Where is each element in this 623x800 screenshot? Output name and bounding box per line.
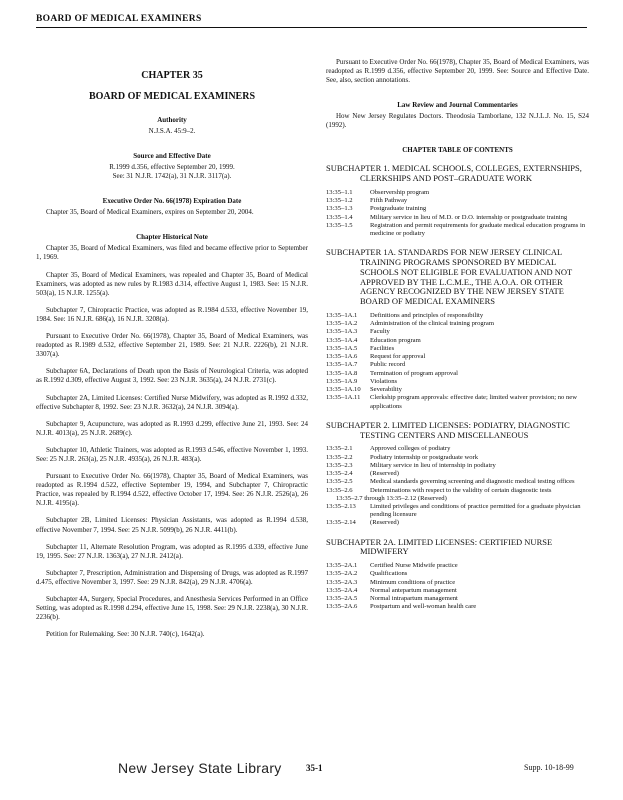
section-title: Medical standards governing screening and diagnostic medical testing offices bbox=[370, 478, 575, 486]
section-title: Determinations with respect to the validity of certain diagnostic tests bbox=[370, 486, 552, 494]
source-heading: Source and Effective Date bbox=[133, 152, 211, 161]
toc-entry[interactable]: 13:35–2.7 through 13:35–2.12 (Reserved) bbox=[336, 494, 447, 502]
source-line-1: R.1999 d.356, effective September 20, 1999. bbox=[109, 163, 235, 172]
toc-entry[interactable] bbox=[326, 386, 589, 394]
section-title: Severability bbox=[370, 386, 402, 394]
section-number: 13:35–2.5 bbox=[326, 478, 353, 486]
subchapter-title[interactable]: SUBCHAPTER 2. LIMITED LICENSES: PODIATRY, DIAGNOSTIC TESTING CENTERS AND MISCELLANEOUS bbox=[326, 419, 570, 440]
toc-entry[interactable] bbox=[326, 345, 589, 353]
section-title: Facilities bbox=[370, 344, 395, 352]
history-note: Pursuant to Executive Order No. 66(1978), Chapter 35, Board of Medical Examiners, was readopted as R.1994 d.522, effective September 19, 1994, and Subchapter 7, Chiropractic Practice, was repealed by R.1994 d.522, effective October 17, 1994. See: 26 N.J.R. 2526(a), 26 N.J.R. 4195(a). bbox=[36, 472, 308, 508]
toc-entry[interactable] bbox=[326, 519, 589, 527]
right-column bbox=[326, 58, 589, 612]
toc-entry[interactable] bbox=[326, 189, 589, 197]
history-note: Chapter 35, Board of Medical Examiners, was repealed and Chapter 35, Board of Medical Examiners, was adopted as new rules by R.1983 d.314, effective August 1, 1983. See: 15 N.J.R. 503(a), 15 N.J.R. 1255(a). bbox=[36, 270, 308, 297]
section-number: 13:35–1A.4 bbox=[326, 336, 358, 344]
toc-entry[interactable] bbox=[326, 361, 589, 369]
section-title: Podiatry internship or postgraduate work bbox=[370, 453, 479, 461]
chapter-number: CHAPTER 35 bbox=[141, 70, 203, 81]
section-number: 13:35–2A.5 bbox=[326, 595, 358, 603]
section-list bbox=[326, 445, 589, 527]
section-title: Normal intrapartum management bbox=[370, 595, 458, 603]
history-note: Subchapter 10, Athletic Trainers, was adopted as R.1993 d.546, effective November 1, 1993. See: 25 N.J.R. 263(a), 25 N.J.R. 4935(a), 26 N.J.R. 483(a). bbox=[36, 445, 308, 463]
toc-entry[interactable] bbox=[326, 320, 589, 328]
section-title: (Reserved) bbox=[370, 519, 399, 527]
history-heading: Chapter Historical Note bbox=[136, 233, 208, 242]
section-number: 13:35–1A.3 bbox=[326, 328, 358, 336]
section-number: 13:35–2.3 bbox=[326, 461, 353, 469]
section-title: (Reserved) bbox=[370, 470, 399, 478]
section-number: 13:35–1A.2 bbox=[326, 320, 358, 328]
section-number: 13:35–2A.2 bbox=[326, 570, 358, 578]
section-title: Normal antepartum management bbox=[370, 586, 457, 594]
section-title: Violations bbox=[370, 377, 398, 385]
section-title: Limited privileges and conditions of practice permitted for a graduate physician pending licensure bbox=[370, 502, 581, 519]
toc-entry[interactable] bbox=[326, 445, 589, 453]
left-column bbox=[36, 70, 308, 647]
running-header: BOARD OF MEDICAL EXAMINERS bbox=[36, 14, 587, 28]
section-title: Military service in lieu of internship in podiatry bbox=[370, 461, 496, 469]
subchapter-title[interactable]: SUBCHAPTER 1. MEDICAL SCHOOLS, COLLEGES, EXTERNSHIPS, CLERKSHIPS AND POST–GRADUATE WORK bbox=[326, 163, 582, 184]
library-watermark: New Jersey State Library bbox=[118, 760, 282, 776]
history-notes bbox=[36, 244, 308, 639]
section-title: Definitions and principles of responsibility bbox=[370, 312, 484, 319]
toc-entry[interactable] bbox=[326, 570, 589, 578]
section-number: 13:35–2.1 bbox=[326, 445, 353, 453]
toc-entry[interactable] bbox=[326, 562, 589, 570]
section-number: 13:35–2.14 bbox=[326, 519, 356, 527]
section-number: 13:35–1A.7 bbox=[326, 361, 358, 369]
toc-entry[interactable] bbox=[326, 595, 589, 603]
toc-entry[interactable] bbox=[326, 337, 589, 345]
toc-entry[interactable] bbox=[326, 603, 589, 611]
toc-entry[interactable] bbox=[326, 378, 589, 386]
history-note: Subchapter 2A, Limited Licenses: Certified Nurse Midwifery, was adopted as R.1992 d.332, effective Subchapter 8, 1992. See: 23 N.J.R. 3632(a), 24 N.J.R. 3094(a). bbox=[36, 393, 308, 411]
authority-heading: Authority bbox=[157, 116, 187, 124]
section-title: Certified Nurse Midwife practice bbox=[370, 562, 458, 570]
section-title: Postgraduate training bbox=[370, 205, 427, 213]
section-number: 13:35–1A.11 bbox=[326, 394, 361, 402]
toc-entry[interactable] bbox=[326, 503, 589, 519]
toc-entry[interactable] bbox=[326, 214, 589, 222]
section-number: 13:35–1.4 bbox=[326, 213, 353, 221]
section-title: Termination of program approval bbox=[370, 369, 458, 377]
toc-entry[interactable] bbox=[326, 394, 589, 410]
toc-entry[interactable] bbox=[326, 454, 589, 462]
section-title: Approved colleges of podiatry bbox=[370, 445, 451, 453]
section-number: 13:35–2.4 bbox=[326, 470, 353, 478]
history-note: Subchapter 2B, Limited Licenses: Physician Assistants, was adopted as R.1994 d.538, effective November 7, 1994. See: 25 N.J.R. 5099(b), 26 N.J.R. 4411(b). bbox=[36, 516, 308, 534]
history-note: Chapter 35, Board of Medical Examiners, was filed and became effective prior to September 1, 1969. bbox=[36, 244, 308, 262]
subchapter-title[interactable]: SUBCHAPTER 2A. LIMITED LICENSES: CERTIFIED NURSE MIDWIFERY bbox=[326, 536, 553, 557]
section-number: 13:35–1A.9 bbox=[326, 377, 358, 385]
toc-entry[interactable] bbox=[326, 579, 589, 587]
section-title: Postpartum and well-woman health care bbox=[370, 603, 477, 611]
section-title: Public record bbox=[370, 361, 406, 369]
section-number: 13:35–2.13 bbox=[326, 502, 356, 510]
toc-entry[interactable] bbox=[326, 197, 589, 205]
section-title: Clerkship program approvals: effective date; limited waiver provision; no new applications bbox=[370, 394, 577, 410]
section-list bbox=[326, 562, 589, 611]
history-note: Subchapter 7, Prescription, Administration and Dispensing of Drugs, was adopted as R.1997 d.475, effective November 3, 1997. See: 29 N.J.R. 842(a), 29 N.J.R. 4706(a). bbox=[36, 568, 308, 586]
section-number: 13:35–1A.10 bbox=[326, 386, 361, 394]
section-number: 13:35–1A.8 bbox=[326, 369, 358, 377]
law-review-text: How New Jersey Regulates Doctors. Theodosia Tamborlane, 132 N.J.L.J. No. 15, S24 (1992). bbox=[326, 112, 589, 130]
section-title: Administration of the clinical training program bbox=[370, 320, 494, 328]
section-number: 13:35–1.2 bbox=[326, 197, 353, 205]
subchapter-title[interactable]: SUBCHAPTER 1A. STANDARDS FOR NEW JERSEY CLINICAL TRAINING PROGRAMS SPONSORED BY MEDICAL SCHOOLS NOT ELIGIBLE FOR EVALUATION AND NOT APPROVED BY THE L.C.M.E., THE A.O.A. OR OTHER AGENCY RECOGNIZED BY THE NEW JERSEY STATE BOARD OF MEDICAL EXAMINERS bbox=[326, 247, 573, 307]
section-number: 13:35–2A.4 bbox=[326, 586, 358, 594]
expiration-text: Chapter 35, Board of Medical Examiners, expires on September 20, 2004. bbox=[46, 208, 254, 217]
section-title: Request for approval bbox=[370, 353, 426, 361]
section-title: Education program bbox=[370, 336, 421, 344]
toc-entry[interactable] bbox=[326, 470, 589, 478]
chapter-name: BOARD OF MEDICAL EXAMINERS bbox=[88, 91, 256, 102]
section-number: 13:35–1A.1 bbox=[326, 312, 358, 319]
history-note: Subchapter 4A, Surgery, Special Procedures, and Anesthesia Services Performed in an Office Setting, was adopted as R.1998 d.294, effective June 15, 1998. See: 29 N.J.R. 2238(a), 30 N.J.R. 2236(b). bbox=[36, 595, 308, 622]
toc-entry[interactable] bbox=[326, 587, 589, 595]
history-note: Subchapter 11, Alternate Resolution Program, was adopted as R.1995 d.339, effective June 19, 1995. See: 27 N.J.R. 1363(a), 27 N.J.R. 2412(a). bbox=[36, 542, 308, 560]
law-review-heading: Law Review and Journal Commentaries bbox=[397, 101, 518, 110]
section-number: 13:35–1.5 bbox=[326, 221, 353, 229]
section-list bbox=[326, 189, 589, 238]
section-number: 13:35–2A.6 bbox=[326, 603, 358, 611]
toc-entry[interactable] bbox=[326, 222, 589, 238]
section-number: 13:35–1A.5 bbox=[326, 344, 358, 352]
toc-entry[interactable] bbox=[326, 312, 589, 320]
section-number: 13:35–2.2 bbox=[326, 453, 353, 461]
history-note: Subchapter 9, Acupuncture, was adopted as R.1993 d.299, effective June 21, 1993. See: 24 N.J.R. 4013(a), 25 N.J.R. 2689(c). bbox=[36, 419, 308, 437]
section-number: 13:35–2A.3 bbox=[326, 578, 358, 586]
history-note: Petition for Rulemaking. See: 30 N.J.R. 740(c), 1642(a). bbox=[46, 630, 205, 639]
history-note: Subchapter 6A, Declarations of Death upon the Basis of Neurological Criteria, was adopted as R.1992 d.309, effective August 3, 1992. See: 23 N.J.R. 3635(a), 24 N.J.R. 2731(c). bbox=[36, 367, 308, 385]
section-number: 13:35–1.1 bbox=[326, 189, 353, 196]
toc-heading: CHAPTER TABLE OF CONTENTS bbox=[402, 146, 513, 155]
section-title: Fifth Pathway bbox=[370, 197, 408, 205]
page-number: 35-1 bbox=[306, 763, 323, 773]
toc-entry[interactable] bbox=[326, 462, 589, 470]
section-title: Military service in lieu of M.D. or D.O. internship or postgraduate training bbox=[370, 213, 568, 221]
section-list bbox=[326, 312, 589, 411]
supplement-date: Supp. 10-18-99 bbox=[524, 763, 574, 772]
section-title: Faculty bbox=[370, 328, 390, 336]
section-title: Registration and permit requirements for graduate medical education programs in medicine or podiatry bbox=[370, 221, 586, 238]
toc-entry[interactable] bbox=[326, 487, 589, 495]
history-note: Pursuant to Executive Order No. 66(1978), Chapter 35, Board of Medical Examiners, was readopted as R.1989 d.532, effective September 21, 1989. See: 21 N.J.R. 2226(b), 21 N.J.R. 3307(a). bbox=[36, 332, 308, 359]
section-number: 13:35–2.6 bbox=[326, 486, 353, 494]
toc-entry[interactable] bbox=[326, 328, 589, 336]
source-line-2: See: 31 N.J.R. 1742(a), 31 N.J.R. 3117(a). bbox=[112, 172, 232, 181]
section-number: 13:35–1.3 bbox=[326, 205, 353, 213]
toc-entry[interactable] bbox=[326, 370, 589, 378]
section-number: 13:35–2A.1 bbox=[326, 562, 358, 570]
readoption-note: Pursuant to Executive Order No. 66(1978), Chapter 35, Board of Medical Examiners, was readopted as R.1999 d.356, effective September 20, 1999. See: Source and Effective Date. See, also, section annotations. bbox=[326, 58, 589, 85]
section-title: Qualifications bbox=[370, 570, 408, 578]
section-title: Observership program bbox=[370, 189, 430, 196]
history-note: Subchapter 7, Chiropractic Practice, was adopted as R.1984 d.533, effective November 19, 1984. See: 16 N.J.R. 686(a), 16 N.J.R. 3208(a). bbox=[36, 305, 308, 323]
expiration-heading: Executive Order No. 66(1978) Expiration Date bbox=[102, 197, 242, 206]
toc-entry[interactable] bbox=[326, 478, 589, 486]
section-title: Minimum conditions of practice bbox=[370, 578, 456, 586]
toc-entry[interactable] bbox=[326, 205, 589, 213]
toc-entry[interactable] bbox=[326, 353, 589, 361]
authority-text: N.J.S.A. 45:9–2. bbox=[148, 127, 196, 135]
section-number: 13:35–1A.6 bbox=[326, 353, 358, 361]
chapter-table-of-contents bbox=[326, 164, 589, 611]
